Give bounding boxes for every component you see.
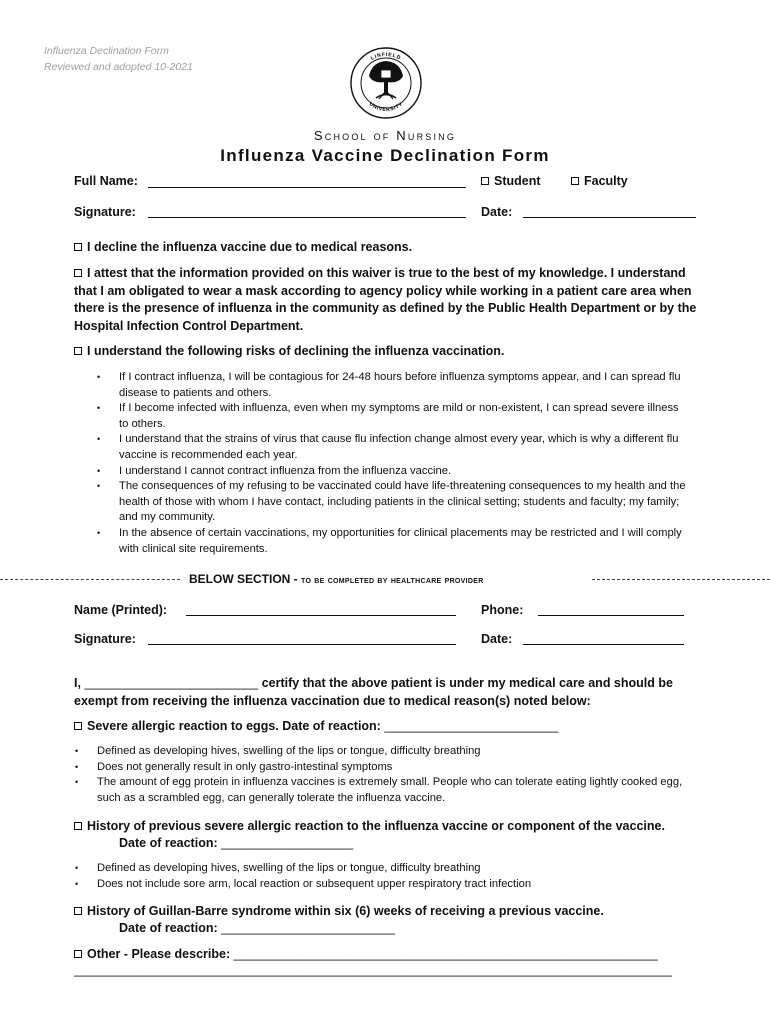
- provider-signature-label: Signature:: [74, 632, 136, 646]
- faculty-checkbox[interactable]: [571, 177, 579, 185]
- egg-checkbox[interactable]: [74, 722, 82, 730]
- list-item: • The consequences of my refusing to be vaccinated could have life-threatening consequences to my health and the health of those with whom I have contact, including patients in the clinical setting; students and faculty; my family; and my community.: [97, 480, 686, 524]
- date-label: Date:: [481, 205, 513, 219]
- certify-text: certify that the above patient is under my medical care and should be exempt from receiving the influenza vaccination due to medical reason(s) noted below:: [74, 676, 673, 708]
- provider-phone-label: Phone:: [481, 603, 524, 617]
- school-name-text: School of Nursing: [313, 128, 457, 143]
- decline-text: I decline the influenza vaccine due to medical reasons.: [87, 240, 413, 254]
- risks-statement[interactable]: [74, 343, 714, 361]
- faculty-label: Faculty: [584, 174, 628, 188]
- list-item: • If I contract influenza, I will be contagious for 24-48 hours before influenza symptoms appear, and I can spread flu disease to patients and others.: [97, 371, 681, 399]
- other-label: Other - Please describe:: [87, 947, 231, 961]
- egg-reason[interactable]: [74, 718, 714, 736]
- certify-name-field[interactable]: _________________________: [84, 676, 259, 690]
- certify-statement: [74, 675, 694, 710]
- history-label: History of previous severe allergic reaction to the influenza vaccine or component of the vaccine.: [87, 819, 665, 833]
- decline-checkbox[interactable]: [74, 243, 82, 251]
- section-divider-label: [189, 572, 484, 586]
- gbs-label: History of Guillan-Barre syndrome within six (6) weeks of receiving a previous vaccine.: [87, 904, 604, 918]
- attest-checkbox[interactable]: [74, 269, 82, 277]
- other-field[interactable]: _____________________________________________________________: [233, 947, 658, 961]
- risks-heading: I understand the following risks of declining the influenza vaccination.: [87, 344, 505, 358]
- divider-left: [0, 579, 180, 580]
- student-option[interactable]: [481, 174, 541, 188]
- full-name-label: Full Name:: [74, 174, 138, 188]
- list-item: • I understand I cannot contract influenza from the influenza vaccine.: [97, 464, 452, 477]
- provider-phone-field[interactable]: [538, 615, 684, 616]
- signature-field[interactable]: [148, 217, 466, 218]
- history-date-row: [119, 836, 353, 850]
- signature-label: Signature:: [74, 205, 136, 219]
- egg-label: Severe allergic reaction to eggs. Date of reaction:: [87, 719, 381, 733]
- other-checkbox[interactable]: [74, 950, 82, 958]
- provider-name-field[interactable]: [186, 615, 456, 616]
- provider-signature-field[interactable]: [148, 644, 456, 645]
- other-field-line2[interactable]: ______________________________________________________________________________________: [74, 963, 672, 977]
- form-name-note: Influenza Declination Form: [44, 45, 169, 57]
- list-item: • Defined as developing hives, swelling of the lips or tongue, difficulty breathing: [75, 862, 481, 874]
- egg-list: [75, 744, 697, 806]
- provider-date-field[interactable]: [523, 644, 684, 645]
- list-item: • Does not generally result in only gastro-intestinal symptoms: [75, 760, 393, 773]
- history-reason[interactable]: [74, 818, 714, 836]
- provider-date-label: Date:: [481, 632, 513, 646]
- list-item: • I understand that the strains of virus that cause flu infection change almost every year, which is why a different flu vaccine is recommended each year.: [97, 433, 679, 461]
- student-label: Student: [494, 174, 541, 188]
- svg-text:LINFIELD: LINFIELD: [369, 51, 403, 62]
- divider-label: BELOW SECTION -: [189, 572, 298, 586]
- divider-sub: to be completed by healthcare provider: [301, 575, 484, 586]
- risks-checkbox[interactable]: [74, 347, 82, 355]
- list-item: • If I become infected with influenza, even when my symptoms are mild or non-existent, I can spread severe illness to others.: [97, 402, 679, 430]
- attest-statement[interactable]: [74, 265, 704, 335]
- list-item: • The amount of egg protein in influenza vaccines is extremely small. People who can tolerate eating lightly cooked egg, such as a scrambled egg, can generally tolerate the influenza vaccine.: [75, 776, 683, 804]
- date-field[interactable]: [523, 217, 696, 218]
- gbs-date-label: Date of reaction:: [119, 921, 218, 935]
- gbs-date-row: [119, 921, 395, 935]
- revision-note: Reviewed and adopted 10-2021: [44, 61, 193, 73]
- certify-prefix: I,: [74, 676, 81, 690]
- provider-name-label: Name (Printed):: [74, 603, 168, 617]
- form-title: Influenza Vaccine Declination Form: [220, 146, 550, 165]
- gbs-date-field[interactable]: _________________________: [221, 921, 395, 935]
- other-reason[interactable]: [74, 946, 764, 964]
- history-checkbox[interactable]: [74, 822, 82, 830]
- list-item: • Defined as developing hives, swelling of the lips or tongue, difficulty breathing: [75, 745, 481, 757]
- history-date-label: Date of reaction:: [119, 836, 218, 850]
- risks-list: [97, 370, 689, 557]
- egg-date-field[interactable]: _________________________: [384, 719, 559, 733]
- list-item: • Does not include sore arm, local reaction or subsequent upper respiratory tract infection: [75, 877, 532, 890]
- faculty-option[interactable]: [571, 174, 628, 188]
- history-date-field[interactable]: ___________________: [221, 836, 354, 850]
- school-name: [0, 128, 770, 143]
- history-list: [75, 861, 697, 892]
- student-checkbox[interactable]: [481, 177, 489, 185]
- gbs-checkbox[interactable]: [74, 907, 82, 915]
- university-seal-icon: [349, 46, 423, 120]
- attest-text: I attest that the information provided on this waiver is true to the best of my knowledge. I understand that I am obligated to wear a mask according to agency policy while working in a patient care area when there is the presence of influenza in the community as defined by the Public Health Department or by the Hospital Infection Control Department.: [74, 266, 697, 333]
- full-name-field[interactable]: [148, 187, 466, 188]
- decline-statement[interactable]: [74, 239, 714, 257]
- svg-text:UNIVERSITY: UNIVERSITY: [367, 101, 405, 114]
- gbs-reason[interactable]: [74, 903, 714, 921]
- list-item: • In the absence of certain vaccinations, my opportunities for clinical placements may be restricted and I will comply with clinical site requirements.: [97, 526, 682, 555]
- divider-right: [592, 579, 770, 580]
